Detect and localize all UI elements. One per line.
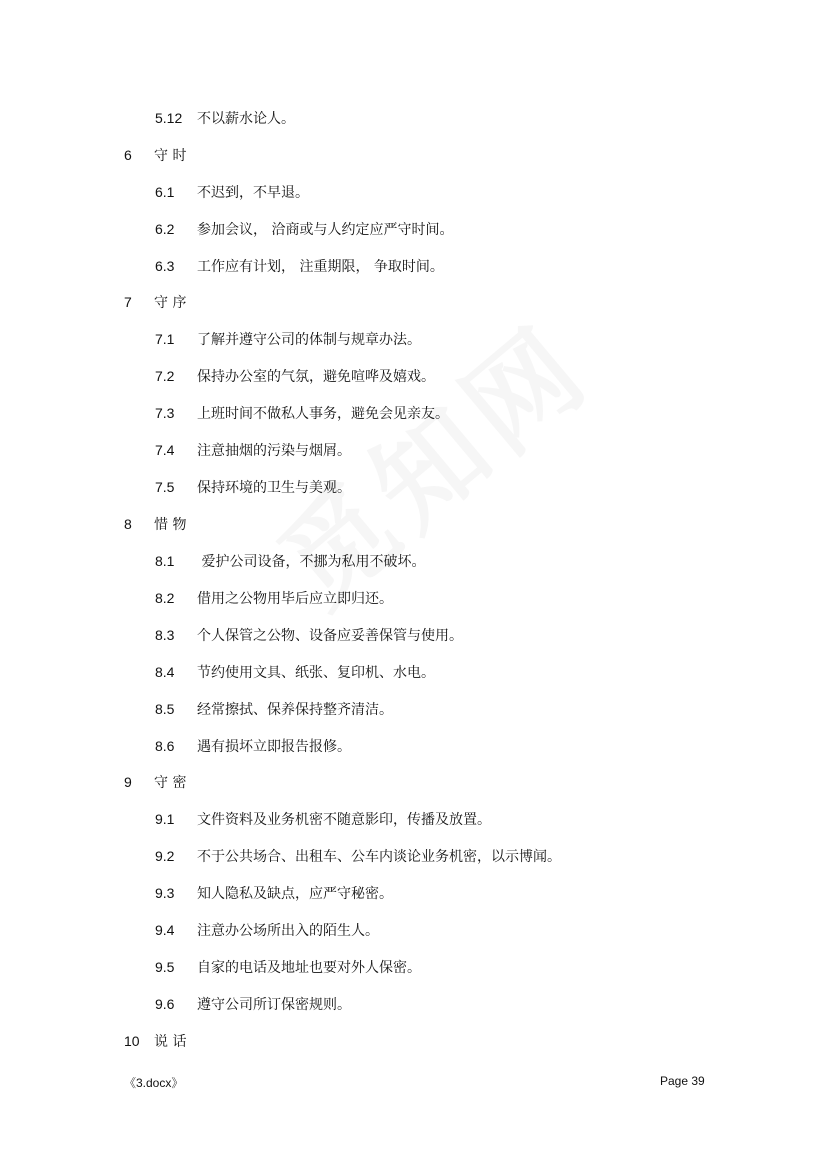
item-number: 9.4: [155, 922, 175, 938]
item-number: 9.2: [155, 848, 175, 864]
item-number: 8.5: [155, 701, 175, 717]
item-number: 8.2: [155, 590, 175, 606]
item-text: 参加会议， 洽商或与人约定应严守时间。: [197, 222, 454, 238]
item-text: 知人隐私及缺点，应严守秘密。: [197, 886, 393, 902]
list-item: [155, 589, 393, 608]
item-text: 文件资料及业务机密不随意影印，传播及放置。: [197, 812, 491, 828]
item-number: 5.12: [155, 110, 183, 126]
section-number: 7: [124, 294, 132, 310]
section-heading: [124, 146, 186, 165]
list-item: [155, 552, 425, 571]
list-item: [155, 995, 351, 1014]
item-text: 上班时间不做私人事务，避免会见亲友。: [197, 406, 449, 422]
item-number: 7.2: [155, 368, 175, 384]
item-number: 9.1: [155, 811, 175, 827]
item-number: 8.1: [155, 553, 175, 569]
item-text: 借用之公物用毕后应立即归还。: [197, 591, 393, 607]
item-text: 节约使用文具、纸张、复印机、水电。: [197, 665, 435, 681]
item-number: 9.5: [155, 959, 175, 975]
item-number: 8.6: [155, 738, 175, 754]
list-item: [155, 737, 351, 756]
list-item: [155, 921, 379, 940]
list-item: [155, 626, 463, 645]
item-text: 遵守公司所订保密规则。: [197, 997, 351, 1013]
section-title: 守 时: [154, 148, 187, 164]
footer-filename: 《3.docx》: [124, 1076, 184, 1090]
item-number: 8.3: [155, 627, 175, 643]
footer-page-number: Page 39: [660, 1074, 705, 1088]
item-text: 个人保管之公物、设备应妥善保管与使用。: [197, 628, 463, 644]
item-text: 不迟到，不早退。: [197, 185, 309, 201]
item-text: 注意办公场所出入的陌生人。: [197, 923, 379, 939]
list-item: [155, 404, 449, 423]
list-item: [155, 810, 491, 829]
list-item: [155, 441, 351, 460]
section-heading: [124, 293, 186, 312]
list-item: [155, 958, 421, 977]
list-item: [155, 700, 393, 719]
item-number: 6.1: [155, 184, 175, 200]
list-item: [155, 220, 453, 239]
item-number: 7.1: [155, 331, 175, 347]
item-text: 保持环境的卫生与美观。: [197, 480, 351, 496]
list-item: [155, 330, 421, 349]
item-number: 6.2: [155, 221, 175, 237]
item-number: 8.4: [155, 664, 175, 680]
list-item: [155, 109, 295, 128]
item-number: 7.5: [155, 479, 175, 495]
section-number: 10: [124, 1033, 140, 1049]
item-text: 工作应有计划， 注重期限， 争取时间。: [197, 259, 444, 275]
section-title: 守 序: [154, 295, 187, 311]
item-text: 爱护公司设备，不挪为私用不破坏。: [197, 554, 426, 570]
item-text: 不于公共场合、出租车、公车内谈论业务机密，以示博闻。: [197, 849, 561, 865]
section-heading: [124, 515, 186, 534]
list-item: [155, 884, 393, 903]
item-number: 7.3: [155, 405, 175, 421]
section-number: 6: [124, 147, 132, 163]
item-text: 注意抽烟的污染与烟屑。: [197, 443, 351, 459]
item-number: 7.4: [155, 442, 175, 458]
section-title: 说 话: [154, 1034, 187, 1050]
item-text: 遇有损坏立即报告报修。: [197, 739, 351, 755]
list-item: [155, 663, 435, 682]
section-heading: [124, 773, 186, 792]
item-text: 了解并遵守公司的体制与规章办法。: [197, 332, 421, 348]
list-item: [155, 183, 309, 202]
item-text: 保持办公室的气氛，避免喧哗及嬉戏。: [197, 369, 435, 385]
section-number: 8: [124, 516, 132, 532]
item-number: 9.6: [155, 996, 175, 1012]
list-item: [155, 257, 444, 276]
list-item: [155, 367, 435, 386]
list-item: [155, 478, 351, 497]
item-number: 9.3: [155, 885, 175, 901]
item-text: 经常擦拭、保养保持整齐清洁。: [197, 702, 393, 718]
section-number: 9: [124, 774, 132, 790]
section-title: 守 密: [154, 775, 187, 791]
item-text: 不以薪水论人。: [197, 111, 295, 127]
item-number: 6.3: [155, 258, 175, 274]
list-item: [155, 847, 561, 866]
section-heading: [124, 1032, 186, 1051]
item-text: 自家的电话及地址也要对外人保密。: [197, 960, 421, 976]
section-title: 惜 物: [154, 517, 187, 533]
